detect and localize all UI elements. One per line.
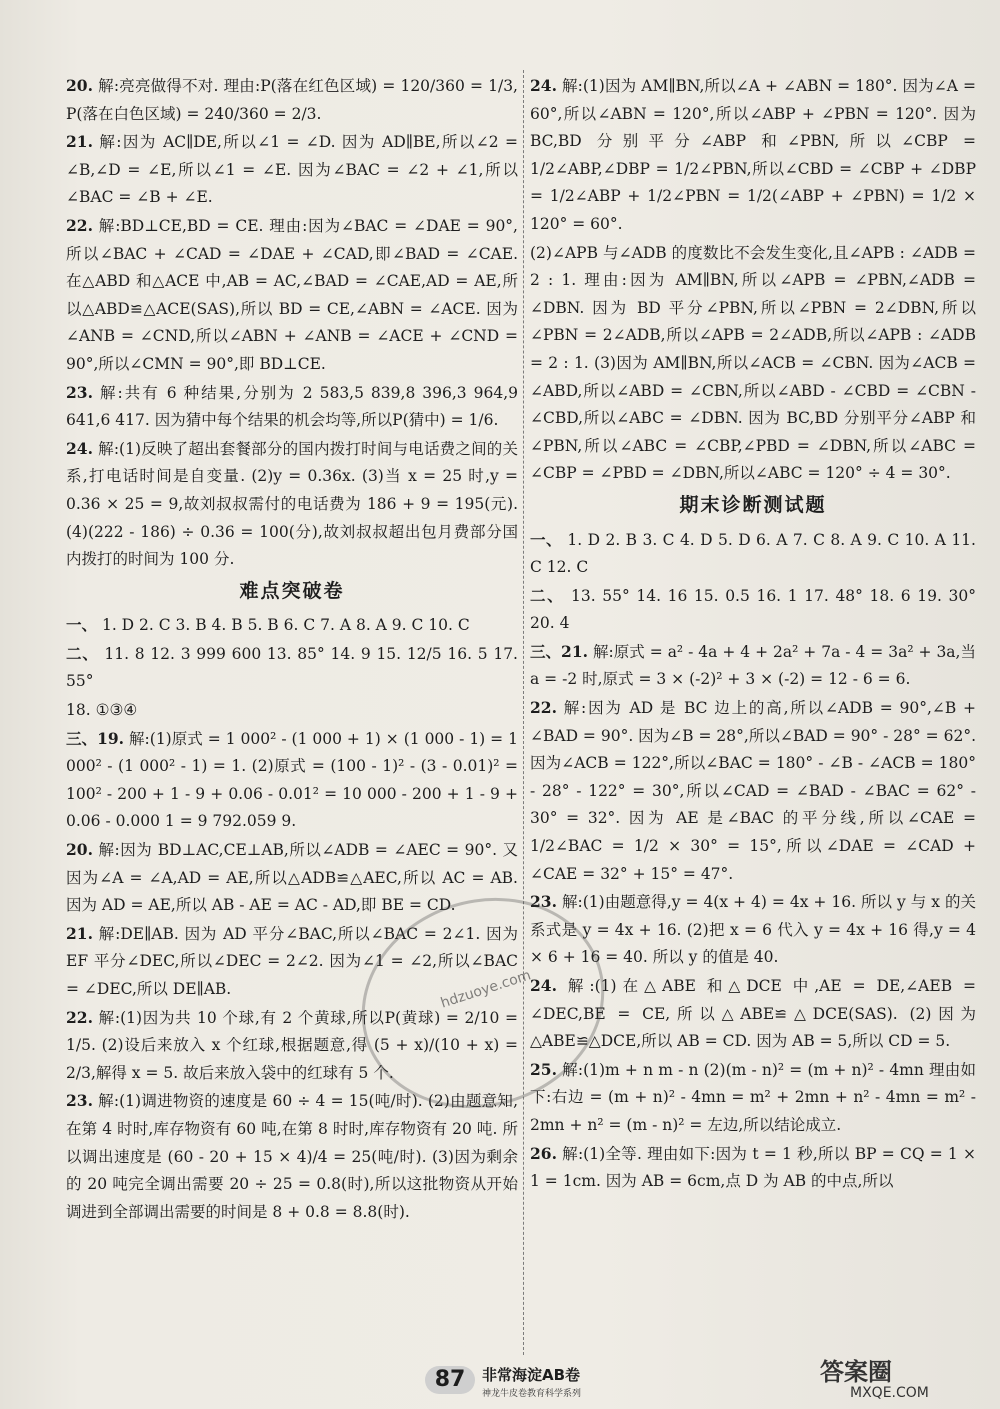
item-number: 24. [66,438,93,458]
item-text: 解:因为 AD 是 BC 边上的高,所以∠ADB = 90°,∠B + ∠BAD = 90°. 因为∠B = 28°,所以∠BAD = 90° - 28° = 62°. 因为∠ACB = 122°,所以∠BAC = 180° - ∠B - ∠ACB = 180° - 28° - 122° = 30°,所以∠CAD = ∠BAD - ∠BAC = 62° - 30° = 32°. 因为 AE 是∠BAC 的平分线,所以∠CAE = 1/2∠BAC = 1/2 × 30° = 15°,所以∠DAE = ∠CAD + ∠CAE = 32° + 15° = 47°. [530,699,976,883]
answer-item [66,72,518,128]
page-number: 87 [425,1366,475,1394]
item-number: 24. [530,976,557,995]
item-number: 25. [530,1059,557,1079]
answer-item [530,1140,976,1196]
answer-item [66,611,518,640]
answer-item [66,1087,518,1226]
item-number: 20. [66,76,93,95]
answer-item [530,638,976,694]
item-text: 18. ①③④ [66,701,138,720]
item-number: 22. [66,215,93,235]
section-title: 期末诊断测试题 [679,493,827,516]
answer-item [530,72,976,239]
answer-item [66,435,518,574]
item-number: 二、 [530,585,565,605]
item-text: 解:(1)m + n m - n (2)(m - n)² = (m + n)² - 4mn 理由如下:右边 = (m + n)² - 4mn = m² + 2mn + n² - 4mn = m² - 2mn + n² = (m - n)² = 左边,所以结论成立. [530,1060,976,1134]
item-number: 22. [530,698,557,718]
item-text: 解:(1)调进物资的速度是 60 ÷ 4 = 15(吨/时). (2)由题意知,在第 4 时时,库存物资有 60 吨,在第 8 时时,库存物资有 20 吨. 所以调出速度是 (60 - 20 + 15 × 4)/4 = 25(吨/时). (3)因为剩余的 20 吨完全调出需要 20 ÷ 25 = 0.8(时),所以这批物资从开始调进到全部调出需要的时间是 8 + 0.8 = 8.8(时). [66,1092,518,1221]
item-text: 解:(1)由题意得,y = 4(x + 4) = 4x + 16. 所以 y 与 x 的关系式是 y = 4x + 16. (2)把 x = 6 代入 y = 4x + 16 得,y = 4 × 6 + 16 = 40. 所以 y 的值是 40. [530,893,976,967]
item-number: 23. [530,892,557,912]
answer-item [530,582,976,638]
answer-item [66,212,518,379]
stamp-text: hdzuoye.com [438,967,533,1012]
site-watermark: 答案圈 [820,1358,892,1386]
item-number: 三、21. [530,641,589,661]
item-text: 解:亮亮做得不对. 理由:P(落在红色区域) = 120/360 = 1/3, P(落在白色区域) = 240/360 = 2/3. [66,77,518,123]
item-text: 解:(1)因为 AM∥BN,所以∠A + ∠ABN = 180°. 因为∠A = 60°,所以∠ABN = 120°,所以∠ABP + ∠PBN = 120°. 因为 BC,BD 分别平分∠ABP 和∠PBN,所以∠CBP = 1/2∠ABP,∠DBP = 1/2∠PBN,所以∠CBD = ∠CBP + ∠DBP = 1/2∠ABP + 1/2∠PBN = 1/2(∠ABP + ∠PBN) = 1/2 × 120° = 60°. [530,77,977,233]
section-title: 难点突破卷 [239,579,345,602]
answer-item [66,379,518,435]
item-number: 24. [530,76,557,95]
item-number: 22. [66,1007,93,1027]
item-text: 解:DE∥AB. 因为 AD 平分∠BAC,所以∠BAC = 2∠1. 因为 EF 平分∠DEC,所以∠DEC = 2∠2. 因为∠1 = ∠2,所以∠BAC = ∠DEC,所以 DE∥AB. [66,924,518,998]
answer-item [530,1056,976,1140]
answer-item [66,725,518,836]
item-number: 一、 [66,615,98,635]
site-url-watermark: MXQE.COM [850,1385,929,1401]
series-subtitle: 神龙牛皮卷教育科学系列 [482,1389,582,1399]
item-text: 1. D 2. B 3. C 4. D 5. D 6. A 7. C 8. A 9. C 10. A 11. C 12. C [530,530,976,577]
item-text: 解:原式 = a² - 4a + 4 + 2a² + 7a - 4 = 3a² + 3a,当 a = -2 时,原式 = 3 × (-2)² + 3 × (-2) = 12 - 6 = 6. [530,642,977,689]
answer-item [530,526,976,582]
item-text: 解:BD⊥CE,BD = CE. 理由:因为∠BAC = ∠DAE = 90°,所以∠BAC + ∠CAD = ∠DAE + ∠CAD,即∠BAD = ∠CAE. 在△ABD 和△ACE 中,AB = AC,∠BAD = ∠CAE,AD = AE,所以△ABD≌△ACE(SAS),所以 BD = CE,∠ABN = ∠ACE. 因为∠ANB = ∠CND,所以∠ABN + ∠ANB = ∠ACE + ∠CND = 90°,所以∠CMN = 90°,即 BD⊥CE. [66,216,518,373]
item-text: 解:(1)原式 = 1 000² - (1 000 + 1) × (1 000 - 1) = 1 000² - (1 000² - 1) = 1. (2)原式 = (100 - 1)² - (3 - 0.01)² = 100² - 200 + 1 - 9 + 0.06 - 0.01² = 10 000 - 200 + 1 - 9 + 0.06 - 0.000 1 = 9 792.059 9. [66,729,518,831]
item-text: 1. D 2. C 3. B 4. B 5. B 6. C 7. A 8. A 9. C 10. C [101,616,470,635]
item-text: 解:因为 BD⊥AC,CE⊥AB,所以∠ADB = ∠AEC = 90°. 又因为∠A = ∠A,AD = AE,所以△ADB≌△AEC,所以 AC = AB. 因为 AD = AE,所以 AB - AE = AC - AD,即 BE = CD. [66,841,518,915]
answer-item [66,640,518,696]
item-number: 三、19. [66,728,125,748]
item-number: 21. [66,132,93,152]
item-number: 一、 [530,529,562,549]
item-text: 解:共有 6 种结果,分别为 2 583,5 839,8 396,3 964,9 641,6 417. 因为猜中每个结果的机会均等,所以P(猜中) = 1/6. [66,383,518,430]
item-number: 23. [66,382,93,402]
answer-item [66,696,518,725]
column-divider [523,70,524,1355]
series-title: 非常海淀AB卷 [482,1366,581,1384]
item-text: 解:(1)反映了超出套餐部分的国内拨打时间与电话费之间的关系,打电话时间是自变量. (2)y = 0.36x. (3)当 x = 25 时,y = 0.36 × 25 = 9,故刘叔叔需付的电话费为 186 + 9 = 195(元). (4)(222 - 186) ÷ 0.36 = 100(分),故刘叔叔超出包月费部分国内拨打的时间为 100 分. [66,439,518,569]
answer-item [530,694,976,888]
item-number: 二、 [66,643,99,663]
item-text: 11. 8 12. 3 999 600 13. 85° 14. 9 15. 12/5 16. 5 17. 55° [66,644,518,691]
item-number: 20. [66,840,93,860]
item-number: 23. [66,1091,93,1111]
item-text: 解:因为 AC∥DE,所以∠1 = ∠D. 因为 AD∥BE,所以∠2 = ∠B,∠D = ∠E,所以∠1 = ∠E. 因为∠BAC = ∠2 + ∠1,所以∠BAC = ∠B + ∠E. [66,133,518,207]
item-text: (2)∠APB 与∠ADB 的度数比不会发生变化,且∠APB : ∠ADB = 2 : 1. 理由:因为 AM∥BN,所以∠APB = ∠PBN,∠ADB = ∠DBN. 因为 BD 平分∠PBN,所以∠PBN = 2∠DBN,所以∠PBN = 2∠ADB,所以∠APB = 2∠ADB,所以∠APB : ∠ADB = 2 : 1. (3)因为 AM∥BN,所以∠ACB = ∠CBN. 因为∠ACB = ∠ABD,所以∠ABD = ∠CBN,所以∠ABD - ∠CBD = ∠CBN - ∠CBD,所以∠ABC = ∠DBN. 因为 BC,BD 分别平分∠ABP 和∠PBN,所以∠ABC = ∠CBP,∠PBD = ∠DBN,所以∠ABC = ∠CBP = ∠PBD = ∠DBN,所以∠ABC = 120° ÷ 4 = 30°. [530,243,976,483]
answer-item [530,239,976,488]
answer-item [66,128,518,212]
item-number: 21. [66,923,93,943]
item-text: 解:(1)全等. 理由如下:因为 t = 1 秒,所以 BP = CQ = 1 × 1 = 1cm. 因为 AB = 6cm,点 D 为 AB 的中点,所以 [530,1144,976,1191]
item-text: 解:(1)因为共 10 个球,有 2 个黄球,所以P(黄球) = 2/10 = 1/5. (2)设后来放入 x 个红球,根据题意,得 (5 + x)/(10 + x) = 2/3,解得 x = 5. 故后来放入袋中的红球有 5 个. [66,1008,518,1082]
item-number: 26. [530,1143,557,1163]
item-text: 解:(1)在△ABE 和△DCE 中,AE = DE,∠AEB = ∠DEC,BE = CE,所以△ABE≌△DCE(SAS). (2)因为△ABE≌△DCE,所以 AB = CD. 因为 AB = 5,所以 CD = 5. [530,977,976,1051]
item-text: 13. 55° 14. 16 15. 0.5 16. 1 17. 48° 18. 6 19. 30° 20. 4 [530,586,976,633]
